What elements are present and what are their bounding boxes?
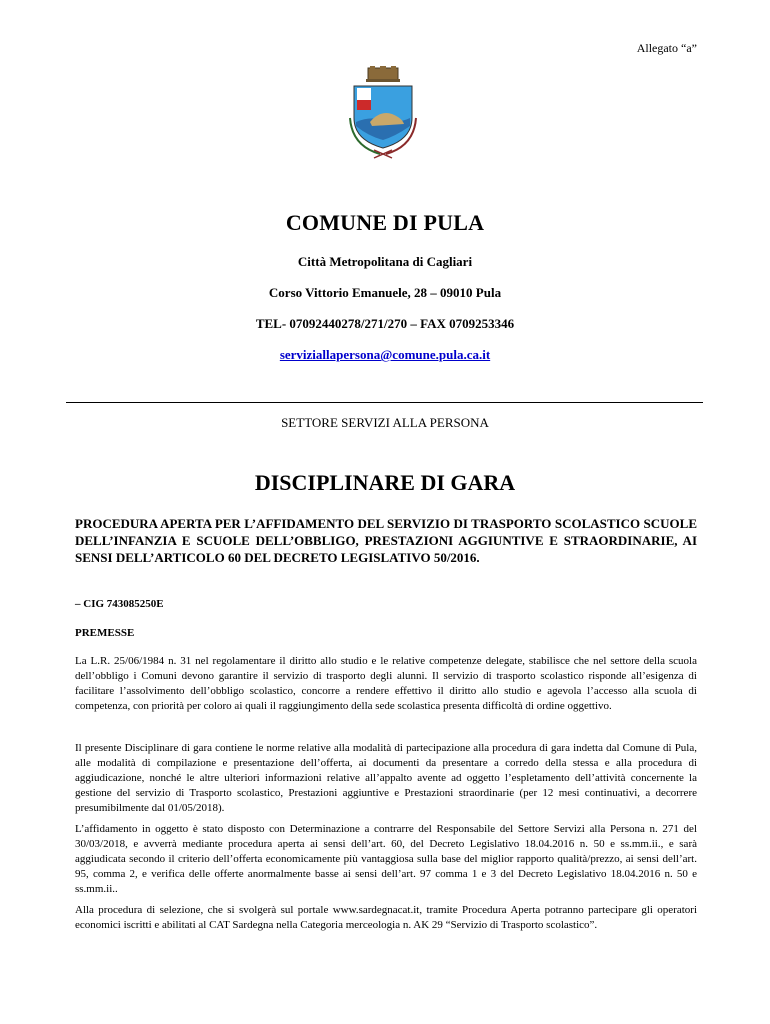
paragraph-4: Alla procedura di selezione, che si svolgerà sul portale www.sardegnacat.it, tramite Procedura Aperta potranno partecipare gli operatori economici iscritti e abilitati al CAT Sardegna nella Categoria merceologia n. AK 29 “Servizio di Trasporto scolastico”. bbox=[75, 904, 697, 931]
procedura-heading: PROCEDURA APERTA PER L’AFFIDAMENTO DEL SERVIZIO DI TRASPORTO SCOLASTICO SCUOLE DELL’INFANZIA E SCUOLE DELL’OBBLIGO, PRESTAZIONI AGGIUNTIVE E STRAORDINARIE, AI SENSI DELL’ARTICOLO 60 DEL DECRETO LEGISLATIVO 50/2016. bbox=[75, 516, 697, 565]
address: Corso Vittorio Emanuele, 28 – 09010 Pula bbox=[268, 285, 502, 300]
allegato-label: Allegato “a” bbox=[636, 41, 697, 55]
email-link[interactable]: serviziallapersona@comune.pula.ca.it bbox=[279, 347, 491, 362]
comune-title: COMUNE DI PULA bbox=[285, 210, 485, 235]
premesse-heading: PREMESSE bbox=[75, 627, 135, 639]
email-line bbox=[0, 347, 770, 363]
paragraph-2: Il presente Disciplinare di gara contiene le norme relative alla modalità di partecipazione alla procedura di gara indetta dal Comune di Pula, alle modalità di compilazione e presentazione dell’offerta, ai documenti da presentare a corredo della stessa e alla procedura di aggiudicazione, nonché le altre ulteriori informazioni relative all’appalto avente ad oggetto l’espletamento dell’attività concernente la gestione del servizio di Trasporto scolastico, Prestazioni aggiuntive e Prestazioni straordinarie (per 12 mesi continuativi, a decorrere presumibilmente dal 01/05/2018). bbox=[75, 742, 697, 814]
settore-heading: SETTORE SERVIZI ALLA PERSONA bbox=[281, 415, 489, 430]
document-title: DISCIPLINARE DI GARA bbox=[254, 470, 516, 495]
citta-metropolitana: Città Metropolitana di Cagliari bbox=[297, 254, 473, 269]
municipal-coat-of-arms-icon bbox=[340, 66, 426, 160]
paragraph-3: L’affidamento in oggetto è stato disposto con Determinazione a contrarre del Responsabile del Settore Servizi alla Persona n. 271 del 30/03/2018, e avverrà mediante procedura aperta ai sensi dell’art. 60, del Decreto Legislativo 18.04.2016 n. 50 e ss.mm.ii., e sarà aggiudicata secondo il criterio dell’offerta economicamente più vantaggiosa sulla base del miglior rapporto qualità/prezzo, ai sensi dell’art. 95, comma 2, e verifica delle offerte anormalmente basse ai sensi dell’art. 97 comma 1 e 3 del Decreto Legislativo 18.04.2016 n. 50 e ss.mm.ii.. bbox=[75, 823, 697, 895]
phone-fax: TEL- 07092440278/271/270 – FAX 0709253346 bbox=[255, 316, 515, 331]
paragraph-1: La L.R. 25/06/1984 n. 31 nel regolamentare il diritto allo studio e le relative competenze delegate, stabilisce che nel settore della scuola dell’obbligo i Comuni devono garantire il servizio di trasporto degli alunni. Il servizio di trasporto scolastico risponde all’esigenza di facilitare l’assolvimento dell’obbligo scolastico, concorre a rendere effettivo il diritto allo studio e agevola l’accesso alla scuola di competenza, con priorità per coloro ai quali il raggiungimento della sede scolastica presenta difficoltà di ordine oggettivo. bbox=[75, 655, 697, 712]
horizontal-divider bbox=[66, 402, 703, 403]
cig-code: – CIG 743085250E bbox=[75, 598, 164, 610]
